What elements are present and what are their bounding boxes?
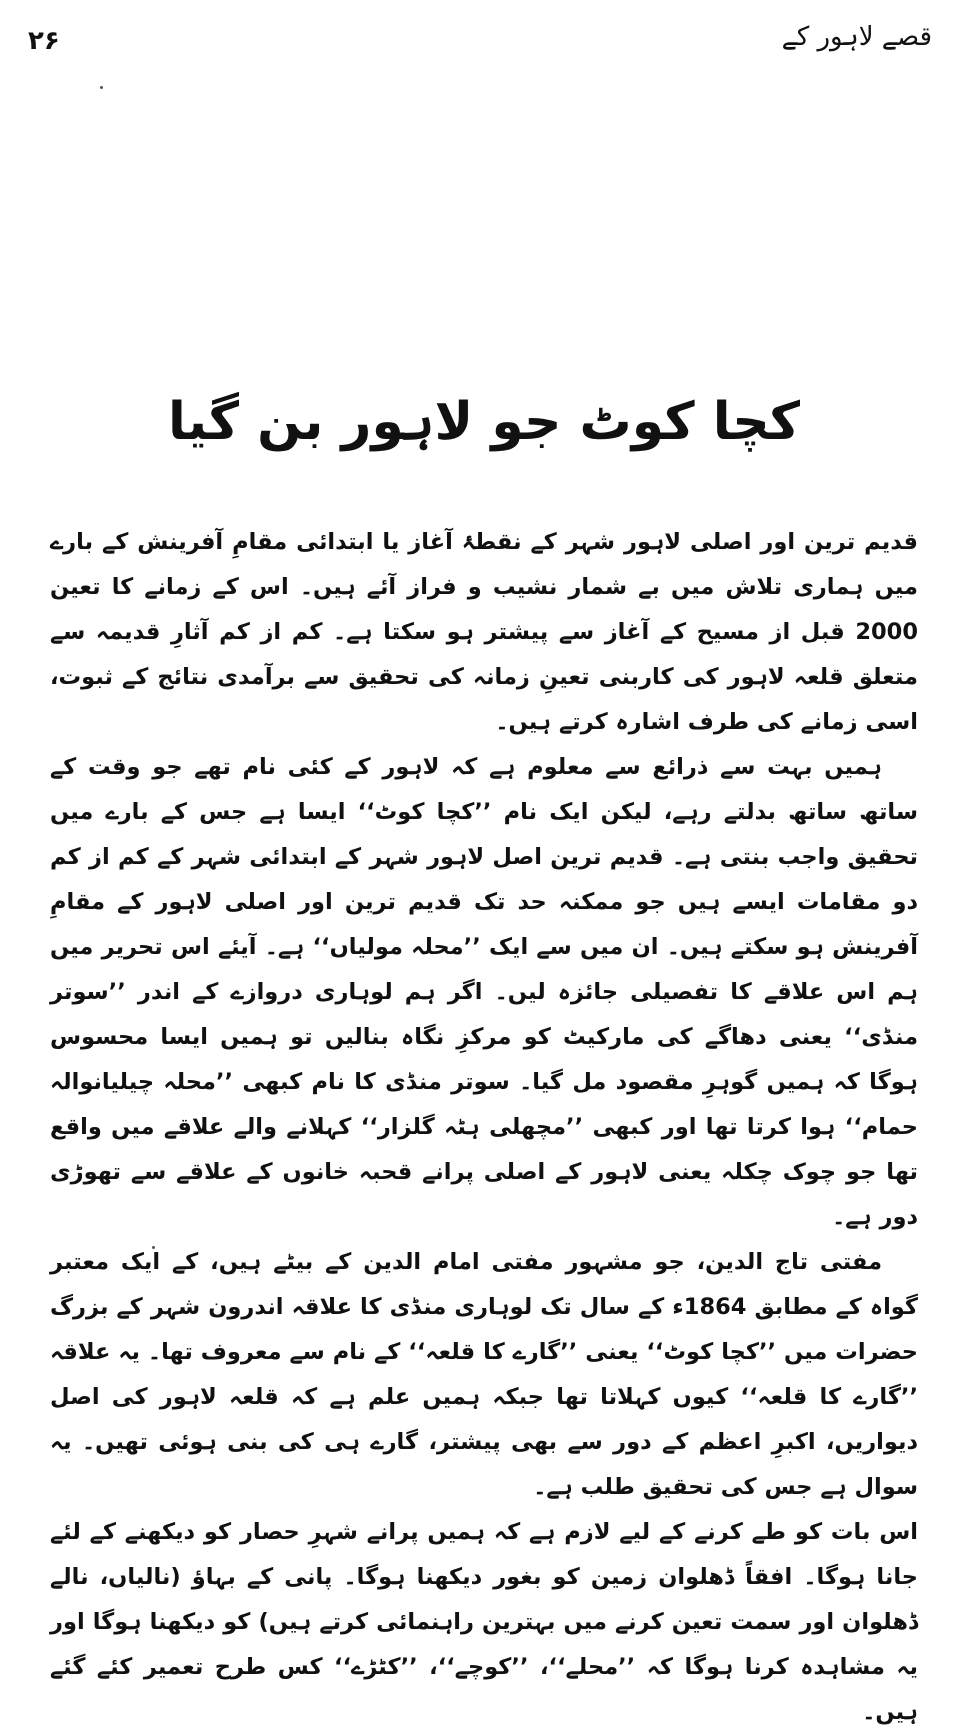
running-header-book-title: قصے لاہور کے: [781, 22, 932, 52]
scan-speck: [152, 1246, 155, 1249]
chapter-title: کچا کوٹ جو لاہور بن گیا: [168, 392, 800, 452]
page-number: ۲۶: [28, 26, 60, 56]
scan-speck: [100, 86, 103, 89]
paragraph-3: مفتی تاج الدین، جو مشہور مفتی امام الدین کے بیٹے ہیں، کے ایک معتبر گواہ کے مطابق 1864ء کے سال تک لوہاری منڈی کا علاقہ اندرون شہر کے بزرگ حضرات میں ’’کچا کوٹ‘‘ یعنی ’’گارے کا قلعہ‘‘ کے نام سے معروف تھا۔ یہ علاقہ ’’گارے کا قلعہ‘‘ کیوں کہلاتا تھا جبکہ ہمیں علم ہے کہ قلعہ لاہور کی اصل دیواریں، اکبرِ اعظم کے دور سے بھی پیشتر، گارے ہی کی بنی ہوئی تھیں۔ یہ سوال ہے جس کی تحقیق طلب ہے۔: [50, 1249, 918, 1500]
chapter-body: [50, 520, 918, 1735]
paragraph-2: ہمیں بہت سے ذرائع سے معلوم ہے کہ لاہور کے کئی نام تھے جو وقت کے ساتھ ساتھ بدلتے رہے، لیکن ایک نام ’’کچا کوٹ‘‘ ایسا ہے جس کے بارے میں تحقیق واجب بنتی ہے۔ قدیم ترین اصل لاہور شہر کے ابتدائی شہر کے کم از کم دو مقامات ایسے ہیں جو ممکنہ حد تک قدیم ترین اور اصلی لاہور کے مقامِ آفرینش ہو سکتے ہیں۔ ان میں سے ایک ’’محلہ مولیاں‘‘ ہے۔ آیئے اس تحریر میں ہم اس علاقے کا تفصیلی جائزہ لیں۔ اگر ہم لوہاری دروازے کے اندر ’’سوتر منڈی‘‘ یعنی دھاگے کی مارکیٹ کو مرکزِ نگاہ بنالیں تو ہمیں ایسا محسوس ہوگا کہ ہمیں گوہرِ مقصود مل گیا۔ سوتر منڈی کا نام کبھی ’’محلہ چیلیانوالہ حمام‘‘ ہوا کرتا تھا اور کبھی ’’مچھلی ہٹہ گلزار‘‘ کہلانے والے علاقے میں واقع تھا جو چوک چکلہ یعنی لاہور کے اصلی پرانے قحبہ خانوں کے علاقے سے تھوڑی دور ہے۔: [50, 754, 918, 1230]
paragraph-1: قدیم ترین اور اصلی لاہور شہر کے نقطۂ آغاز یا ابتدائی مقامِ آفرینش کے بارے میں ہماری تلاش میں بے شمار نشیب و فراز آئے ہیں۔ اس کے زمانے کا تعین 2000 قبل از مسیح کے آغاز سے پیشتر ہو سکتا ہے۔ کم از کم آثارِ قدیمہ سے متعلق قلعہ لاہور کی کاربنی تعینِ زمانہ کی تحقیق سے برآمدی نتائج کے ثبوت، اسی زمانے کی طرف اشارہ کرتے ہیں۔: [50, 529, 918, 735]
paragraph-4: اس بات کو طے کرنے کے لیے لازم ہے کہ ہمیں پرانے شہرِ حصار کو دیکھنے کے لئے جانا ہوگا۔ افقاً ڈھلوان زمین کو بغور دیکھنا ہوگا۔ پانی کے بہاؤ (نالیاں، نالے ڈھلوان اور سمت تعین کرنے میں بہترین راہنمائی کرتے ہیں) کو دیکھنا ہوگا اور یہ مشاہدہ کرنا ہوگا کہ ’’محلے‘‘، ’’کوچے‘‘، ’’کٹڑے‘‘ کس طرح تعمیر کئے گئے ہیں۔: [50, 1519, 918, 1725]
